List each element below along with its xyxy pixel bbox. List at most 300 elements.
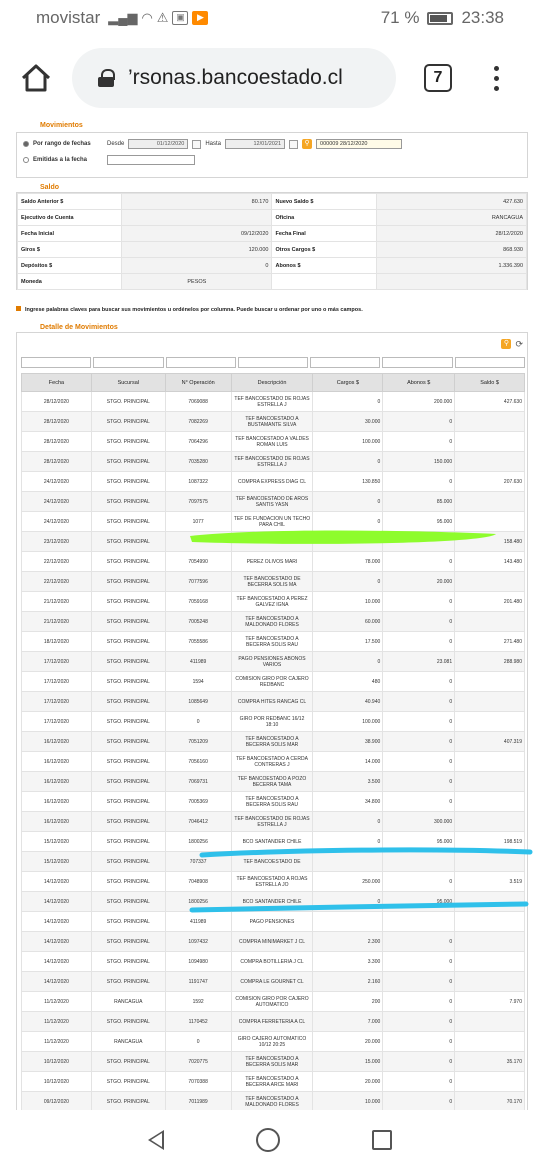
table-cell: 10/12/2020 <box>22 1052 92 1072</box>
table-cell: 14/12/2020 <box>22 932 92 952</box>
table-cell: 23/12/2020 <box>22 532 92 552</box>
table-cell: 3.300 <box>313 952 383 972</box>
saldo-label: Fecha Inicial <box>18 226 122 242</box>
table-cell: 7011989 <box>165 1092 231 1112</box>
table-cell <box>455 692 525 712</box>
table-cell <box>455 792 525 812</box>
table-cell: 300.000 <box>383 812 455 832</box>
table-cell: 7005369 <box>165 792 231 812</box>
table-cell: 85.000 <box>383 492 455 512</box>
table-cell: 1087322 <box>165 472 231 492</box>
table-row <box>22 432 525 452</box>
radio-emitidas[interactable] <box>23 157 29 163</box>
table-cell: 24/12/2020 <box>22 492 92 512</box>
table-cell: 15/12/2020 <box>22 852 92 872</box>
table-cell: 480 <box>313 672 383 692</box>
table-cell: COMPRA FERRETERIA A CL <box>231 1012 313 1032</box>
column-filter-input[interactable] <box>93 357 163 368</box>
saldo-value: RANCAGUA <box>376 210 526 226</box>
saldo-label: Nuevo Saldo $ <box>272 194 376 210</box>
table-cell: 21/12/2020 <box>22 592 92 612</box>
table-cell: TEF BANCOESTADO DE <box>231 852 313 872</box>
table-cell: 0 <box>313 832 383 852</box>
table-row <box>22 1072 525 1092</box>
table-cell: 10/12/2020 <box>22 1072 92 1092</box>
table-cell: 0 <box>313 812 383 832</box>
table-cell: 17/12/2020 <box>22 652 92 672</box>
table-cell: 14/12/2020 <box>22 952 92 972</box>
table-cell <box>455 492 525 512</box>
table-cell: 16/12/2020 <box>22 732 92 752</box>
column-filter-row <box>21 357 525 369</box>
table-cell: TEF BANCOESTADO DE AROS SANTIS YASN <box>231 492 313 512</box>
table-cell: 7059168 <box>165 592 231 612</box>
table-cell: 100.000 <box>313 432 383 452</box>
table-row <box>22 772 525 792</box>
table-cell: 0 <box>383 1012 455 1032</box>
table-cell: 207.630 <box>455 472 525 492</box>
table-cell: 1094980 <box>165 952 231 972</box>
home-icon[interactable] <box>20 62 52 94</box>
table-cell: TEF BANCOESTADO A MALDONADO FLORES <box>231 1092 313 1112</box>
column-header[interactable]: Sucursal <box>91 374 165 392</box>
table-row <box>22 672 525 692</box>
table-cell: 7082269 <box>165 412 231 432</box>
table-cell: 7055586 <box>165 632 231 652</box>
table-cell <box>455 432 525 452</box>
table-row <box>22 992 525 1012</box>
table-cell: 0 <box>313 572 383 592</box>
table-cell <box>455 572 525 592</box>
table-cell <box>313 912 383 932</box>
table-cell: STGO. PRINCIPAL <box>91 832 165 852</box>
table-cell: COMPRA LE GOURNET CL <box>231 972 313 992</box>
saldo-label: Giros $ <box>18 242 122 258</box>
android-nav-bar <box>0 1110 540 1170</box>
table-cell <box>313 532 383 552</box>
table-cell: COMISION GIRO POR CAJERO AUTOMATICO <box>231 992 313 1012</box>
table-cell: 95.000 <box>383 832 455 852</box>
table-row <box>22 732 525 752</box>
table-row <box>22 952 525 972</box>
column-header[interactable]: Saldo $ <box>455 374 525 392</box>
table-cell <box>313 852 383 872</box>
battery-icon <box>427 12 453 25</box>
table-cell <box>455 672 525 692</box>
table-cell: STGO. PRINCIPAL <box>91 532 165 552</box>
table-cell: STGO. PRINCIPAL <box>91 812 165 832</box>
url-text[interactable]: ’rsonas.bancoestado.cl <box>128 66 343 89</box>
table-cell: 7064296 <box>165 432 231 452</box>
table-cell <box>455 752 525 772</box>
column-header[interactable]: Abonos $ <box>383 374 455 392</box>
hasta-input[interactable]: 12/01/2021 <box>225 139 285 149</box>
table-row <box>22 872 525 892</box>
saldo-value: 28/12/2020 <box>376 226 526 242</box>
table-cell <box>455 512 525 532</box>
table-row <box>22 412 525 432</box>
table-cell: 250.000 <box>313 872 383 892</box>
table-cell: 35.170 <box>455 1052 525 1072</box>
overflow-menu-icon[interactable] <box>494 66 500 92</box>
table-cell: 14/12/2020 <box>22 972 92 992</box>
table-cell: 11/12/2020 <box>22 992 92 1012</box>
column-filter-input[interactable] <box>21 357 91 368</box>
table-cell: 7046412 <box>165 812 231 832</box>
table-cell: STGO. PRINCIPAL <box>91 492 165 512</box>
table-cell: TEF BANCOESTADO DE ROJAS ESTRELLA J <box>231 392 313 412</box>
table-cell: TEF BANCOESTADO A PEREZ GALVEZ IGNA <box>231 592 313 612</box>
table-cell: 7.000 <box>313 1012 383 1032</box>
saldo-row <box>18 210 527 226</box>
table-cell: COMPRA EXPRESS DIAG CL <box>231 472 313 492</box>
table-cell: STGO. PRINCIPAL <box>91 692 165 712</box>
table-cell: TEF BANCOESTADO A CERDA CONTRERAS J <box>231 752 313 772</box>
table-cell <box>455 612 525 632</box>
table-cell: TEF BANCOESTADO DE ROJAS ESTRELLA J <box>231 812 313 832</box>
table-cell: 130.850 <box>313 472 383 492</box>
table-cell: RANCAGUA <box>91 992 165 1012</box>
web-content <box>0 120 540 1110</box>
table-cell: 0 <box>383 952 455 972</box>
table-cell: 14.000 <box>313 752 383 772</box>
column-header[interactable]: Fecha <box>22 374 92 392</box>
table-row <box>22 452 525 472</box>
table-cell: STGO. PRINCIPAL <box>91 572 165 592</box>
table-cell: 0 <box>383 932 455 952</box>
table-cell: 0 <box>383 1092 455 1112</box>
table-cell: 14/12/2020 <box>22 912 92 932</box>
table-cell: 16/12/2020 <box>22 792 92 812</box>
radio-range-label: Por rango de fechas <box>33 141 91 147</box>
table-cell: 0 <box>165 1032 231 1052</box>
saldo-value <box>122 210 272 226</box>
cartola-select[interactable]: 000009 28/12/2020 <box>316 139 402 149</box>
table-cell: 34.800 <box>313 792 383 812</box>
table-cell <box>455 712 525 732</box>
table-cell: TEF BANCOESTADO A BECERRA SOLIS MAR <box>231 732 313 752</box>
recents-icon[interactable] <box>372 1130 392 1150</box>
status-icons <box>108 10 208 26</box>
column-filter-input[interactable] <box>382 357 452 368</box>
table-cell: 20.000 <box>313 1072 383 1092</box>
table-cell: 11/12/2020 <box>22 1012 92 1032</box>
back-icon[interactable] <box>148 1130 164 1150</box>
table-cell: COMISION GIRO POR CAJERO REDBANC <box>231 672 313 692</box>
app-notification-icon: ▶ <box>192 11 208 25</box>
table-cell: 411989 <box>165 912 231 932</box>
table-cell: 0 <box>383 612 455 632</box>
table-cell: BCO SANTANDER CHILE <box>231 892 313 912</box>
table-cell: 7005248 <box>165 612 231 632</box>
table-cell: STGO. PRINCIPAL <box>91 732 165 752</box>
table-cell: 7070388 <box>165 1072 231 1092</box>
table-cell: 78.000 <box>313 552 383 572</box>
saldo-table <box>17 193 527 290</box>
table-cell: STGO. PRINCIPAL <box>91 772 165 792</box>
table-cell: 0 <box>383 772 455 792</box>
table-row <box>22 552 525 572</box>
table-cell: 201.480 <box>455 592 525 612</box>
desde-input[interactable]: 01/12/2020 <box>128 139 188 149</box>
table-cell <box>455 452 525 472</box>
column-header[interactable]: Descripción <box>231 374 313 392</box>
table-cell: RANCAGUA <box>91 1032 165 1052</box>
table-cell: 40.940 <box>313 692 383 712</box>
radio-range[interactable] <box>23 141 29 147</box>
table-row <box>22 972 525 992</box>
table-cell: STGO. PRINCIPAL <box>91 872 165 892</box>
table-cell: 0 <box>383 632 455 652</box>
table-cell: STGO. PRINCIPAL <box>91 852 165 872</box>
table-cell <box>455 892 525 912</box>
clock: 23:38 <box>461 8 504 27</box>
table-cell: 7051209 <box>165 732 231 752</box>
table-cell: 2.160 <box>313 972 383 992</box>
table-row <box>22 532 525 552</box>
table-row <box>22 572 525 592</box>
table-cell: STGO. PRINCIPAL <box>91 612 165 632</box>
column-filter-input[interactable] <box>455 357 525 368</box>
table-cell: 10.000 <box>313 592 383 612</box>
table-row <box>22 1032 525 1052</box>
saldo-value: 427.630 <box>376 194 526 210</box>
emitidas-select[interactable] <box>107 155 195 165</box>
table-cell: 2.300 <box>313 932 383 952</box>
table-cell: 0 <box>165 712 231 732</box>
table-cell: 11/12/2020 <box>22 1032 92 1052</box>
table-cell <box>455 1072 525 1092</box>
table-cell: 0 <box>383 1032 455 1052</box>
table-cell: 0 <box>383 712 455 732</box>
table-cell: TEF BANCOESTADO A BECERRA ARCE MARI <box>231 1072 313 1092</box>
table-cell: 0 <box>383 1052 455 1072</box>
detalle-title: Detalle de Movimientos <box>40 324 118 331</box>
search-hint: Ingrese palabras claves para buscar sus movimientos u ordénelos por columna. Puede buscar u ordenar por uno o más campos. <box>16 306 363 313</box>
column-filter-input[interactable] <box>166 357 236 368</box>
table-cell: 17/12/2020 <box>22 672 92 692</box>
table-cell: COMPRA MINIMARKET J CL <box>231 932 313 952</box>
table-cell: TEF BANCOESTADO DE BECERRA SOLIS MA <box>231 572 313 592</box>
table-cell: 09/12/2020 <box>22 1092 92 1112</box>
table-cell: STGO. PRINCIPAL <box>91 472 165 492</box>
table-row <box>22 652 525 672</box>
address-bar[interactable] <box>72 48 396 108</box>
table-cell <box>231 532 313 552</box>
refresh-icon[interactable]: ⟳ <box>515 339 523 349</box>
table-cell: 28/12/2020 <box>22 392 92 412</box>
table-cell <box>383 852 455 872</box>
saldo-label: Fecha Final <box>272 226 376 242</box>
table-cell: STGO. PRINCIPAL <box>91 632 165 652</box>
saldo-row <box>18 194 527 210</box>
table-row <box>22 892 525 912</box>
table-row <box>22 392 525 412</box>
table-cell: 7069088 <box>165 392 231 412</box>
table-row <box>22 1012 525 1032</box>
saldo-value: 1.336.390 <box>376 258 526 274</box>
carrier-name: movistar <box>36 8 101 27</box>
table-row <box>22 592 525 612</box>
table-cell: 23.081 <box>383 652 455 672</box>
table-cell <box>455 772 525 792</box>
table-cell: 16/12/2020 <box>22 812 92 832</box>
tab-switcher-button[interactable]: 7 <box>424 64 452 92</box>
table-cell: 24/12/2020 <box>22 512 92 532</box>
table-cell <box>455 932 525 952</box>
table-cell: STGO. PRINCIPAL <box>91 392 165 412</box>
table-cell: 1594 <box>165 672 231 692</box>
table-cell: 0 <box>383 732 455 752</box>
table-cell: 1077 <box>165 512 231 532</box>
table-cell: STGO. PRINCIPAL <box>91 712 165 732</box>
table-cell: 3.500 <box>313 772 383 792</box>
table-cell: 7.970 <box>455 992 525 1012</box>
table-cell: GIRO CAJERO AUTOMATICO 10/12 20:25 <box>231 1032 313 1052</box>
table-cell: GIRO POR REDBANC 16/12 18:10 <box>231 712 313 732</box>
warning-icon: ⚠ <box>156 10 169 25</box>
table-cell: TEF BANCOESTADO A VALDES ROMAN LUIS <box>231 432 313 452</box>
saldo-value: 120.000 <box>122 242 272 258</box>
table-cell: STGO. PRINCIPAL <box>91 592 165 612</box>
saldo-value: 09/12/2020 <box>122 226 272 242</box>
table-cell: TEF BANCOESTADO A ROJAS ESTRELLA JO <box>231 872 313 892</box>
table-cell: 0 <box>313 392 383 412</box>
saldo-row <box>18 242 527 258</box>
table-cell: 3.519 <box>455 872 525 892</box>
table-cell: COMPRA BOTILLERIA J CL <box>231 952 313 972</box>
table-cell: 7077596 <box>165 572 231 592</box>
table-cell: 14/12/2020 <box>22 872 92 892</box>
table-cell: 7048908 <box>165 872 231 892</box>
table-cell <box>455 912 525 932</box>
table-cell: STGO. PRINCIPAL <box>91 432 165 452</box>
table-cell: STGO. PRINCIPAL <box>91 652 165 672</box>
movimientos-title: Movimientos <box>40 122 83 129</box>
table-cell: 150.000 <box>383 452 455 472</box>
table-cell: TEF BANCOESTADO DE ROJAS ESTRELLA J <box>231 452 313 472</box>
table-row <box>22 1092 525 1112</box>
table-cell: 7069731 <box>165 772 231 792</box>
saldo-title: Saldo <box>40 184 60 191</box>
table-cell: 7020775 <box>165 1052 231 1072</box>
table-row <box>22 612 525 632</box>
table-cell: 0 <box>383 592 455 612</box>
table-cell: COMPRA HITES RANCAG CL <box>231 692 313 712</box>
table-cell: 15/12/2020 <box>22 832 92 852</box>
table-cell: 1800256 <box>165 892 231 912</box>
table-cell: 427.630 <box>455 392 525 412</box>
sim-icon: ▣ <box>172 11 188 25</box>
table-row <box>22 512 525 532</box>
table-cell: 15.000 <box>313 1052 383 1072</box>
table-cell: 7035280 <box>165 452 231 472</box>
table-cell: 17.500 <box>313 632 383 652</box>
table-cell: 17/12/2020 <box>22 692 92 712</box>
saldo-label: Abonos $ <box>272 258 376 274</box>
table-cell: STGO. PRINCIPAL <box>91 892 165 912</box>
table-cell <box>455 412 525 432</box>
table-cell: 22/12/2020 <box>22 572 92 592</box>
table-cell: PEREZ OLIVOS MARI <box>231 552 313 572</box>
table-cell: 271.480 <box>455 632 525 652</box>
table-cell: 1085649 <box>165 692 231 712</box>
table-cell: BCO SANTANDER CHILE <box>231 832 313 852</box>
table-cell: 0 <box>383 432 455 452</box>
status-bar <box>0 0 540 36</box>
table-cell: 411989 <box>165 652 231 672</box>
movimientos-filter-panel <box>16 132 528 178</box>
table-cell: 28/12/2020 <box>22 452 92 472</box>
column-header[interactable]: Cargos $ <box>313 374 383 392</box>
table-row <box>22 852 525 872</box>
table-cell: 95.000 <box>383 512 455 532</box>
table-cell: 60.000 <box>313 612 383 632</box>
table-cell: 0 <box>383 752 455 772</box>
column-filter-input[interactable] <box>310 357 380 368</box>
table-cell: 0 <box>313 492 383 512</box>
column-filter-input[interactable] <box>238 357 308 368</box>
hasta-label: Hasta <box>205 141 222 147</box>
calendar-desde-icon[interactable] <box>192 140 201 149</box>
saldo-label: Saldo Anterior $ <box>18 194 122 210</box>
home-circle-icon[interactable] <box>256 1128 280 1152</box>
calendar-hasta-icon[interactable] <box>289 140 298 149</box>
table-cell: 28/12/2020 <box>22 432 92 452</box>
table-cell: STGO. PRINCIPAL <box>91 932 165 952</box>
table-cell: PAGO PENSIONES ABONOS VARIOS <box>231 652 313 672</box>
table-cell: 0 <box>383 972 455 992</box>
saldo-panel <box>16 192 528 290</box>
desde-label: Desde <box>107 141 125 147</box>
saldo-row <box>18 274 527 290</box>
table-cell: 0 <box>383 692 455 712</box>
table-cell: 20.000 <box>313 1032 383 1052</box>
wifi-icon: ◠ <box>141 10 153 25</box>
table-cell: STGO. PRINCIPAL <box>91 952 165 972</box>
table-cell: 1191747 <box>165 972 231 992</box>
table-cell: 18/12/2020 <box>22 632 92 652</box>
table-cell: 7097575 <box>165 492 231 512</box>
saldo-label: Ejecutivo de Cuenta <box>18 210 122 226</box>
table-cell: 0 <box>383 792 455 812</box>
table-cell: STGO. PRINCIPAL <box>91 912 165 932</box>
table-cell: 0 <box>383 472 455 492</box>
table-cell: STGO. PRINCIPAL <box>91 752 165 772</box>
table-cell <box>455 1032 525 1052</box>
saldo-value: 0 <box>122 258 272 274</box>
column-header[interactable]: N° Operación <box>165 374 231 392</box>
table-cell: STGO. PRINCIPAL <box>91 412 165 432</box>
table-cell: TEF BANCOESTADO A BECERRA SOLIS MAR <box>231 1052 313 1072</box>
table-cell: 17/12/2020 <box>22 712 92 732</box>
table-cell: TEF DE FUNDACION UN TECHO PARA CHIL <box>231 512 313 532</box>
table-cell <box>455 1012 525 1032</box>
saldo-label: Moneda <box>18 274 122 290</box>
search-icon[interactable]: ⚲ <box>501 339 511 349</box>
table-cell: 24/12/2020 <box>22 472 92 492</box>
saldo-label: Otros Cargos $ <box>272 242 376 258</box>
table-cell: 0 <box>313 652 383 672</box>
table-cell: 38.900 <box>313 732 383 752</box>
table-cell: 158.480 <box>455 532 525 552</box>
search-button[interactable]: ⚲ <box>302 139 312 149</box>
table-cell: STGO. PRINCIPAL <box>91 972 165 992</box>
saldo-label: Oficina <box>272 210 376 226</box>
table-cell: STGO. PRINCIPAL <box>91 1012 165 1032</box>
table-cell <box>455 952 525 972</box>
saldo-label: Depósitos $ <box>18 258 122 274</box>
